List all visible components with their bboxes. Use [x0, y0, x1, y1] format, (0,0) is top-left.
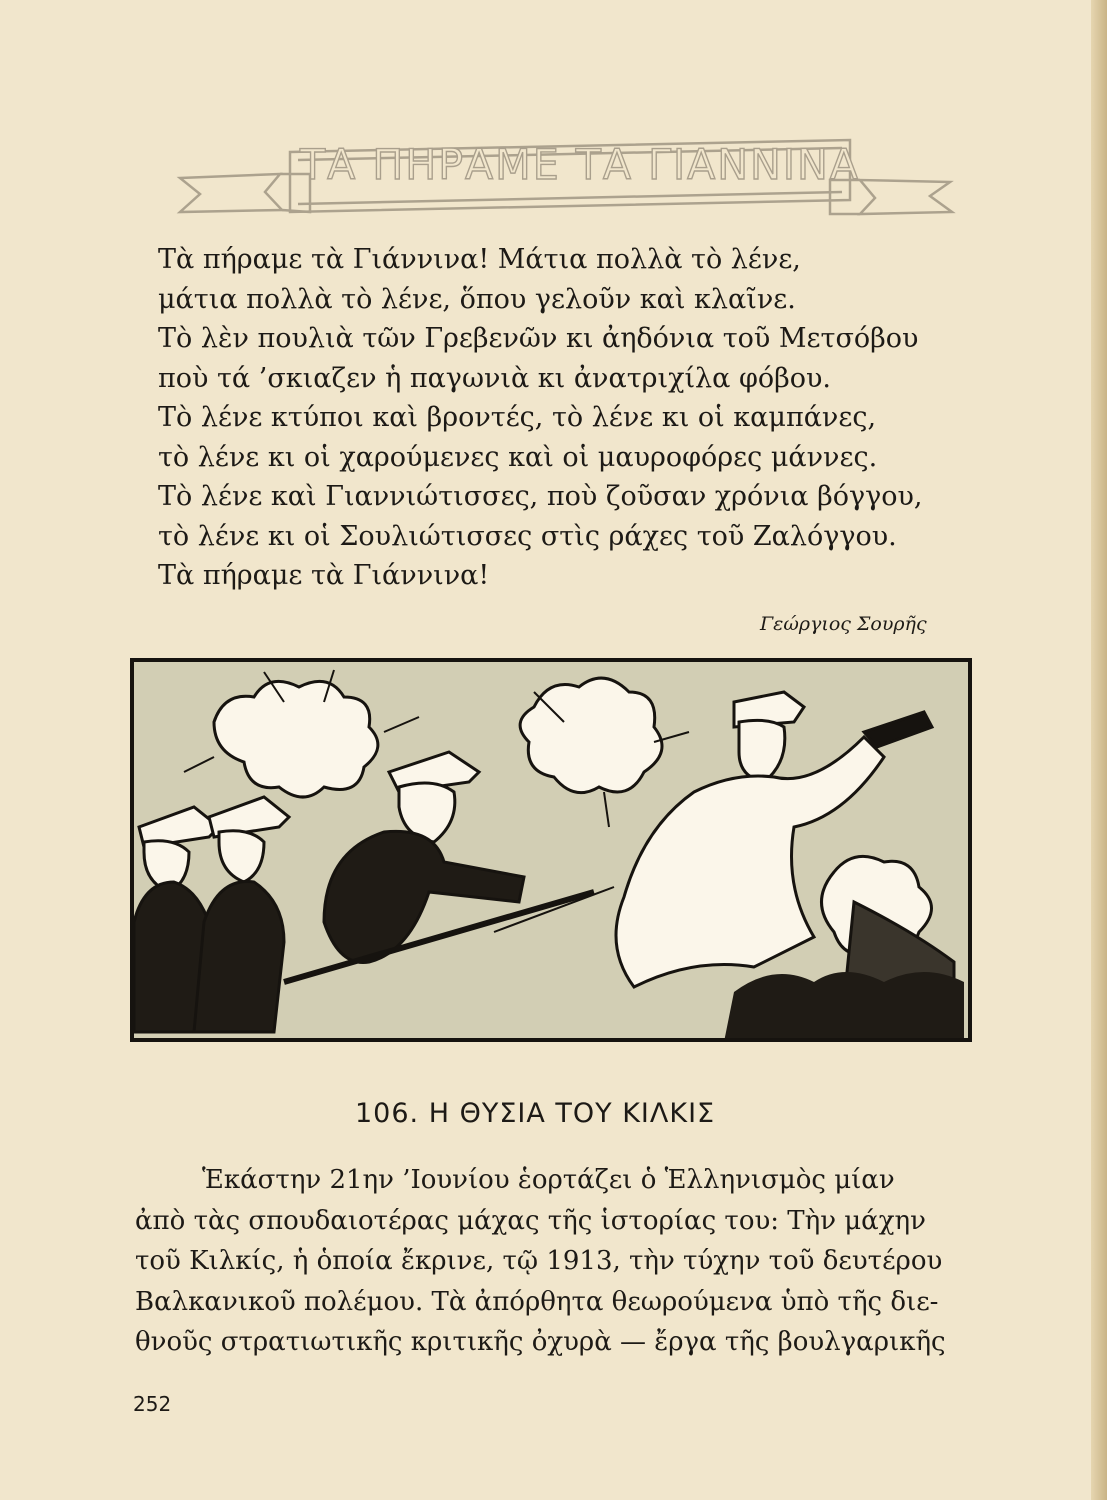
page-banner-title: ΤΑ ΠΗΡΑΜΕ ΤΑ ΓΙΑΝΝΙΝΑ [300, 140, 860, 189]
poem-line: Τὸ λὲν πουλιὰ τῶν Γρεβενῶν κι ἀηδόνια τοῦ Μετσόβου [158, 323, 919, 354]
body-paragraph [135, 1160, 965, 1363]
battle-scene-drawing [134, 662, 968, 1038]
poem-line: Τὸ λένε καὶ Γιαννιώτισσες, ποὺ ζοῦσαν χρόνια βόγγου, [158, 481, 923, 512]
body-line: ἀπὸ τὰς σπουδαιοτέρας μάχας τῆς ἱστορίας του: Τὴν μάχην [135, 1205, 926, 1236]
section-heading: 106. Η ΘΥΣΙΑ ΤΟΥ ΚΙΛΚΙΣ [355, 1098, 716, 1129]
poem [158, 240, 978, 596]
page-number: 252 [133, 1392, 172, 1416]
body-line: θνοῦς στρατιωτικῆς κριτικῆς ὀχυρὰ — ἔργα τῆς βουλγαρικῆς [135, 1327, 946, 1357]
body-line: Βαλκανικοῦ πολέμου. Τὰ ἀπόρθητα θεωρούμενα ὑπὸ τῆς διε- [135, 1286, 939, 1317]
poem-line: Τὰ πήραμε τὰ Γιάννινα! Μάτια πολλὰ τὸ λένε, [158, 244, 801, 275]
body-line: Ἑκάστην 21ην ’Ιουνίου ἑορτάζει ὁ Ἑλληνισμὸς μίαν [202, 1165, 895, 1195]
poem-line: τὸ λένε κι οἱ χαρούμενες καὶ οἱ μαυροφόρες μάννες. [158, 441, 878, 473]
poem-line: ποὺ τά ’σκιαζεν ἡ παγωνιὰ κι ἀνατριχίλα φόβου. [158, 362, 831, 394]
poem-line: Τὸ λένε κτύποι καὶ βροντές, τὸ λένε κι οἱ καμπάνες, [158, 402, 877, 433]
poem-line: Τὰ πήραμε τὰ Γιάννινα! [158, 560, 490, 591]
poem-line: τὸ λένε κι οἱ Σουλιώτισσες στὶς ράχες τοῦ Ζαλόγγου. [158, 520, 897, 552]
poem-author: Γεώργιος Σουρῆς [760, 613, 927, 635]
page-edge [1091, 0, 1107, 1500]
battle-illustration [130, 658, 972, 1042]
poem-line: μάτια πολλὰ τὸ λένε, ὅπου γελοῦν καὶ κλαῖνε. [158, 283, 796, 315]
body-line: τοῦ Κιλκίς, ἡ ὁποία ἔκρινε, τῷ 1913, τὴν τύχην τοῦ δευτέρου [135, 1246, 943, 1276]
